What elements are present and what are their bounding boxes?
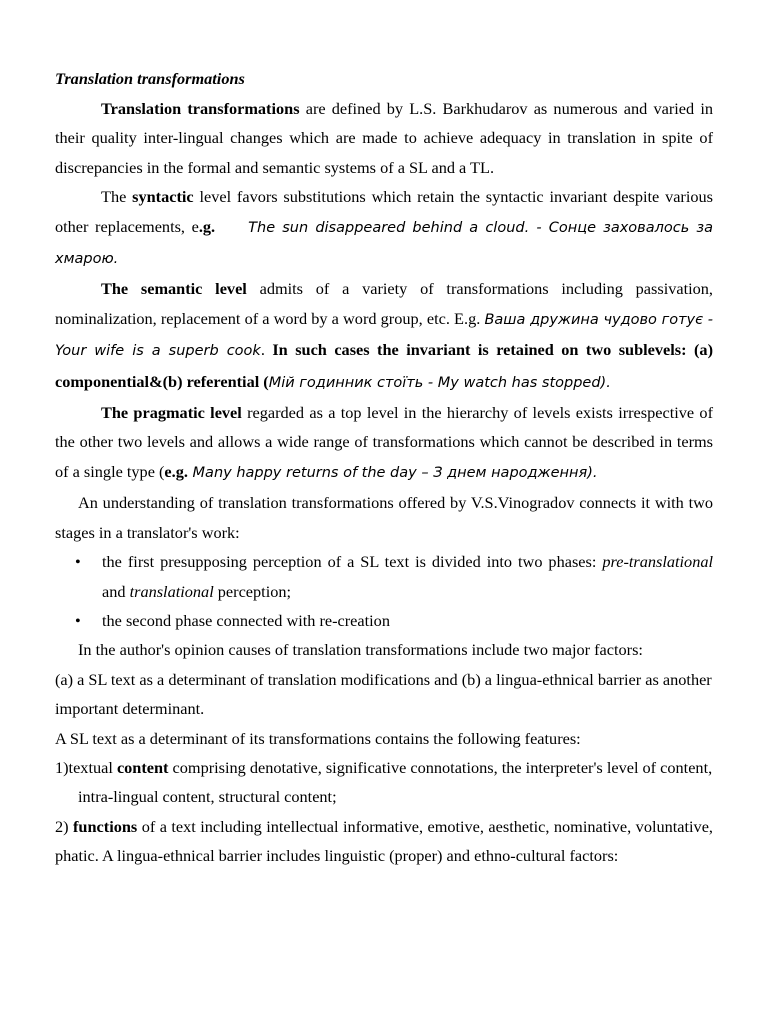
term-syntactic: syntactic (132, 187, 194, 207)
list-item (55, 547, 713, 606)
list-item (55, 606, 713, 635)
paragraph-semantic-level (55, 274, 713, 398)
paragraph-pragmatic-level (55, 398, 713, 488)
term-semantic-level: The semantic level (101, 279, 247, 299)
paragraph-text: The (101, 187, 133, 207)
paragraph-barkhudarov (55, 94, 713, 182)
paragraph-vinogradov: An understanding of translation transformations offered by V.S.Vinogradov connects it with two stages in a translator's work: (55, 493, 713, 542)
bullet-list (55, 547, 713, 635)
example-text: Ваша дружина чудово готує - Your wife is a superb cook (55, 311, 713, 360)
feature-item-content (55, 753, 713, 812)
term-pre-translational: pre-translational (602, 552, 713, 572)
item-number: 2) (55, 816, 74, 836)
paragraph-text: are defined by L.S. Barkhudarov as numerous and varied in their quality inter-lingual changes which are made to achieve adequacy in translation in spite of discrepancies in the formal and semantic systems of a SL and a TL. (55, 99, 713, 177)
term-functions: functions (73, 816, 138, 836)
paragraph-text: comprising denotative, significative connotations, the interpreter's level of content, intra-lingual content, structural content; (78, 757, 713, 807)
paragraph-text: regarded as a top level in the hierarchy of levels exists irrespective of the other two levels and allows a wide range of transformations which cannot be described in terms of a single type ( (55, 403, 713, 481)
feature-item-functions (55, 812, 713, 871)
term-pragmatic-level: The pragmatic level (101, 403, 242, 423)
document-heading: Translation transformations (55, 69, 245, 88)
eg-marker: e.g. (164, 461, 188, 481)
eg-marker: .g. (198, 216, 216, 236)
bold-text: In such cases the invariant is retained on two sublevels: (a) componential&(b) referential ( (55, 340, 713, 391)
paragraph-text: admits of a variety of transformations including passivation, nominalization, replacement of a word by a word group, etc. E.g. (55, 279, 713, 328)
bullet-icon: • (75, 552, 81, 572)
paragraph-determinants: (a) a SL text as a determinant of translation modifications and (b) a lingua-ethnical barrier as another important determinant. (55, 669, 712, 719)
example-text: Мій годинник стоїть - My watch has stopped). (268, 374, 611, 391)
list-item-text: and (102, 581, 130, 601)
paragraph-text: level favors substitutions which retain the syntactic invariant despite various other replacements, e (55, 187, 713, 236)
term-content: content (116, 757, 169, 777)
paragraph-author-opinion: In the author's opinion causes of translation transformations include two major factors: (78, 640, 643, 660)
paragraph-syntactic-level (55, 182, 713, 274)
bullet-icon: • (75, 610, 81, 630)
example-text: Many happy returns of the day – З днем народження). (187, 464, 598, 481)
list-item-text: perception; (213, 581, 292, 601)
paragraph-text: of a text including intellectual informative, emotive, aesthetic, nominative, voluntative, phatic. A lingua-ethnical barrier includes linguistic (proper) and ethno-cultural factors: (55, 816, 713, 866)
example-text: The sun disappeared behind a cloud. - Сонце заховалось за хмарою. (55, 219, 714, 268)
paragraph-text: . (260, 340, 273, 360)
item-number: 1)textual (55, 757, 117, 777)
list-item-text: the second phase connected with re-creation (102, 610, 390, 630)
term-translation-transformations: Translation transformations (101, 99, 300, 118)
paragraph-sl-text-features: A SL text as a determinant of its transformations contains the following features: (55, 728, 581, 748)
list-item-text: the first presupposing perception of a SL text is divided into two phases: (102, 552, 603, 572)
term-translational: translational (129, 581, 214, 601)
